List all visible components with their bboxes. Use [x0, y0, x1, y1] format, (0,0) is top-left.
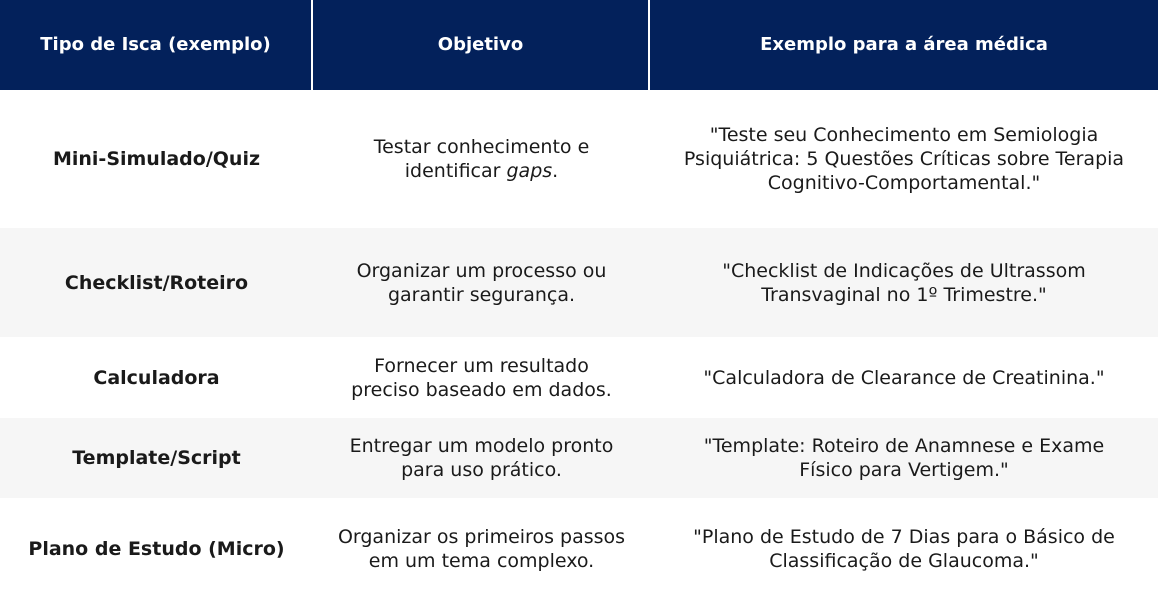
- row-4-exemplo-text: "Template: Roteiro de Anamnese e Exame Físico para Vertigem.": [703, 435, 1105, 481]
- header-tipo: Tipo de Isca (exemplo): [0, 0, 313, 90]
- row-5-objetivo: [313, 498, 650, 599]
- row-1-exemplo-text: "Teste seu Conhecimento em Semiologia Psiquiátrica: 5 Questões Críticas sobre Terapia Cognitivo-Comportamental.": [683, 124, 1125, 194]
- row-1-objetivo-em: gaps: [506, 160, 553, 182]
- row-4-exemplo: [650, 418, 1158, 498]
- row-2-exemplo: [650, 228, 1158, 337]
- header-exemplo: Exemplo para a área médica: [650, 0, 1158, 90]
- row-1-objetivo-text: [357, 135, 607, 183]
- row-5-exemplo-text: "Plano de Estudo de 7 Dias para o Básico de Classificação de Glaucoma.": [693, 525, 1115, 572]
- row-1-objetivo-post: .: [552, 160, 559, 182]
- row-3-tipo: Calculadora: [0, 337, 313, 418]
- row-3-objetivo-text: Fornecer um resultado preciso baseado em dados.: [351, 354, 612, 401]
- row-1-objetivo: [313, 90, 650, 228]
- row-3-objetivo: [313, 337, 650, 418]
- row-2-exemplo-text: "Checklist de Indicações de Ultrassom Transvaginal no 1º Trimestre.": [722, 259, 1086, 306]
- row-5-exemplo: [650, 498, 1158, 599]
- row-1-objetivo-pre: Testar conhecimento e identificar: [373, 136, 590, 182]
- row-5-tipo: Plano de Estudo (Micro): [0, 498, 313, 599]
- row-3-exemplo-text: "Calculadora de Clearance de Creatinina.": [703, 366, 1105, 389]
- row-4-tipo: Template/Script: [0, 418, 313, 498]
- row-2-tipo: Checklist/Roteiro: [0, 228, 313, 337]
- row-2-objetivo: [313, 228, 650, 337]
- header-objetivo: Objetivo: [313, 0, 650, 90]
- row-1-exemplo: [650, 90, 1158, 228]
- row-5-objetivo-text: Organizar os primeiros passos em um tema complexo.: [337, 525, 626, 572]
- row-3-exemplo: [650, 337, 1158, 418]
- row-1-tipo: Mini-Simulado/Quiz: [0, 90, 313, 228]
- row-2-objetivo-text: Organizar um processo ou garantir segurança.: [356, 259, 607, 306]
- row-4-objetivo: [313, 418, 650, 498]
- row-4-objetivo-text: Entregar um modelo pronto para uso prático.: [349, 435, 614, 481]
